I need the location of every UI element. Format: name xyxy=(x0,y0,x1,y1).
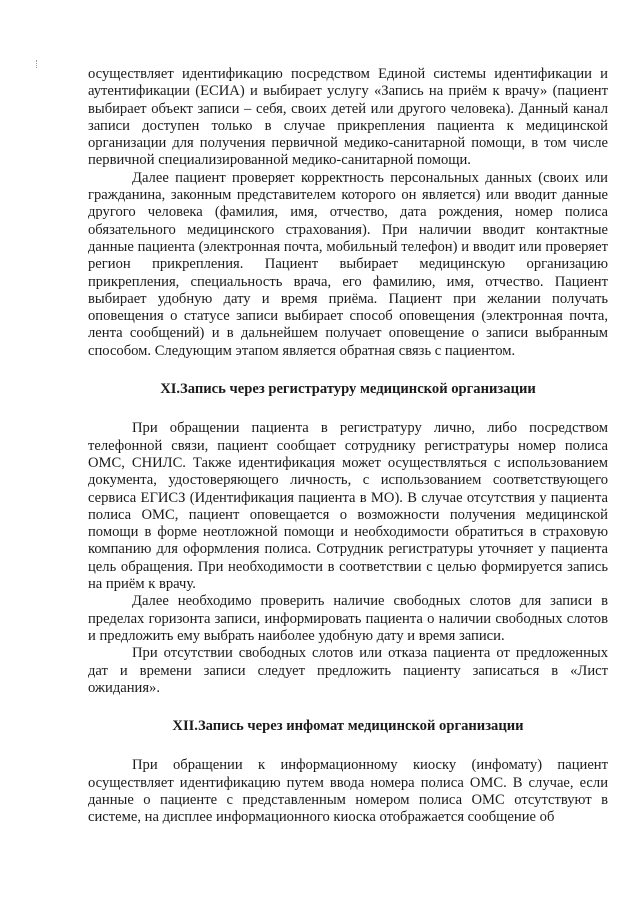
paragraph-personal-data: Далее пациент проверяет корректность персональных данных (своих или гражданина, законным представителем которого он является) или вводит данные другого человека (фамилия, имя, отчество, дата рождения, номер полиса обязательного медицинского страхования). При наличии вводит контактные данные пациента (электронная почта, мобильный телефон) и вводит или проверяет регион прикрепления. Пациент выбирает медицинскую организацию прикрепления, специальность врача, его фамилию, имя, отчество. Пациент выбирает удобную дату и время приёма. Пациент при желании получать оповещения о статусе записи выбирает способ оповещения (электронная почта, лента сообщений) и в дальнейшем получает оповещение о записи выбранным способом. Следующим этапом является обратная связь с пациентом. xyxy=(88,169,608,359)
section-11-paragraph-2: Далее необходимо проверить наличие свободных слотов для записи в пределах горизонта записи, информировать пациента о наличии свободных слотов и предложить ему выбрать наиболее удобную дату и время записи. xyxy=(88,593,608,644)
section-11-paragraph-1: При обращении пациента в регистратуру лично, либо посредством телефонной связи, пациент сообщает сотруднику регистратуры номер полиса ОМС, СНИЛС. Также идентификация может осуществляться с использованием документа, удостоверяющего личность, с использованием соответствующего сервиса ЕГИСЗ (Идентификация пациента в МО). В случае отсутствия у пациента полиса ОМС, пациент оповещается о возможности получения медицинской помощи в форме неотложной помощи и необходимости обратиться в страховую компанию для оформления полиса. Сотрудник регистратуры уточняет у пациента цель обращения. При необходимости в соответствии с целью формируется запись на приём к врачу. xyxy=(88,420,608,593)
section-11-paragraph-3: При отсутствии свободных слотов или отказа пациента от предложенных дат и времени записи следует предложить пациенту записаться в «Лист ожидания». xyxy=(88,645,608,696)
document-body xyxy=(88,66,608,827)
section-12-paragraph-1: При обращении к информационному киоску (инфомату) пациент осуществляет идентификацию путем ввода номера полиса ОМС. В случае, если данные о пациенте с представленным номером полиса ОМС отсутствуют в системе, на дисплее информационного киоска отображается сообщение об xyxy=(88,757,608,826)
margin-mark xyxy=(36,60,39,68)
section-12-title: XII.Запись через инфомат медицинской организации xyxy=(172,718,524,735)
paragraph-continuation: осуществляет идентификацию посредством Единой системы идентификации и аутентификации (ЕСИА) и выбирает услугу «Запись на приём к врачу» (пациент выбирает объект записи – себя, своих детей или другого человека). Данный канал записи доступен только в случае прикрепления пациента к медицинской организации для получения первичной медико-санитарной помощи, в том числе первичной специализированной медико-санитарной помощи. xyxy=(88,66,608,169)
section-11-title: XI.Запись через регистратуру медицинской организации xyxy=(160,381,536,398)
